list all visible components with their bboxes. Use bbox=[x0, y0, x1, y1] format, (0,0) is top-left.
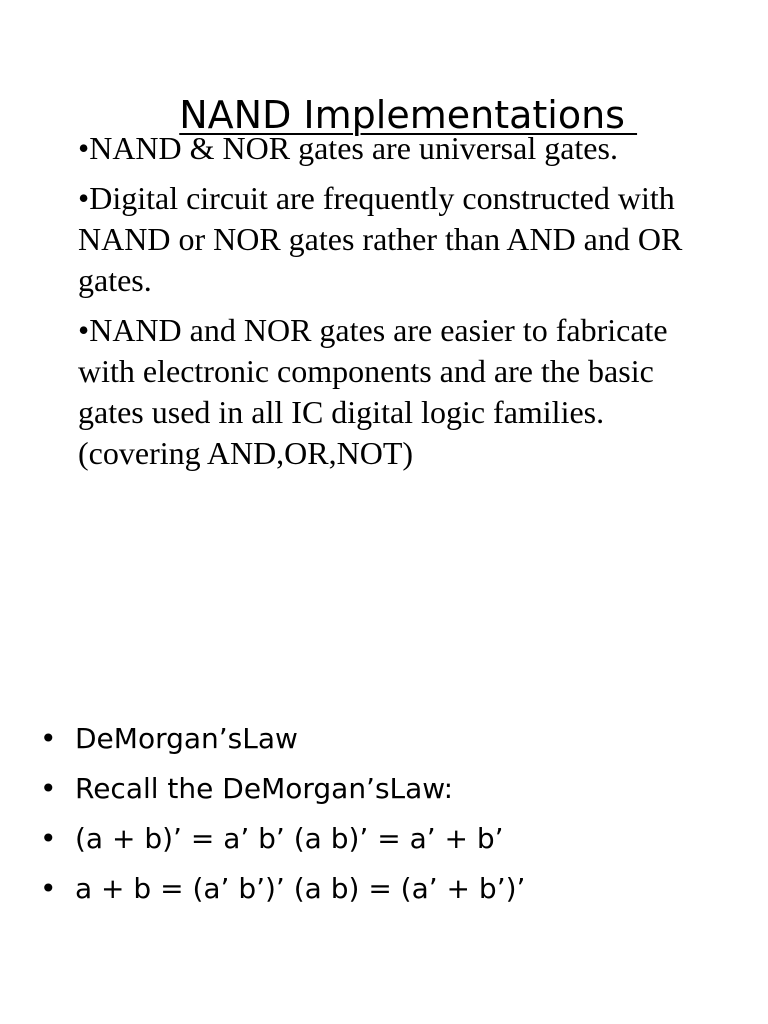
slide-title-text: NAND Implementations bbox=[179, 93, 638, 137]
list-item bbox=[40, 864, 740, 914]
bullet-icon: • bbox=[40, 772, 57, 805]
bullet-text: Recall the DeMorgan’sLaw: bbox=[75, 772, 454, 805]
demorgan-bullet-list bbox=[40, 714, 740, 914]
bullet-icon: • bbox=[40, 722, 57, 755]
paragraph-universal-gates: •NAND & NOR gates are universal gates. bbox=[78, 130, 618, 166]
bullet-text: (a + b)’ = a’ b’ (a b)’ = a’ + b’ bbox=[75, 822, 504, 855]
list-item bbox=[40, 764, 740, 814]
paragraph-digital-circuits: •Digital circuit are frequently constructed with NAND or NOR gates rather than AND and OR gates. bbox=[78, 180, 683, 298]
bullet-icon: • bbox=[40, 822, 57, 855]
paragraph-fabrication: •NAND and NOR gates are easier to fabricate with electronic components and are the basic gates used in all IC digital logic families.(covering AND,OR,NOT) bbox=[78, 312, 668, 471]
list-item bbox=[40, 714, 740, 764]
list-item bbox=[40, 814, 740, 864]
bullet-text: DeMorgan’sLaw bbox=[75, 722, 298, 755]
body-text-block bbox=[78, 128, 698, 483]
bullet-text: a + b = (a’ b’)’ (a b) = (a’ + b’)’ bbox=[75, 872, 526, 905]
bullet-icon: • bbox=[40, 872, 57, 905]
